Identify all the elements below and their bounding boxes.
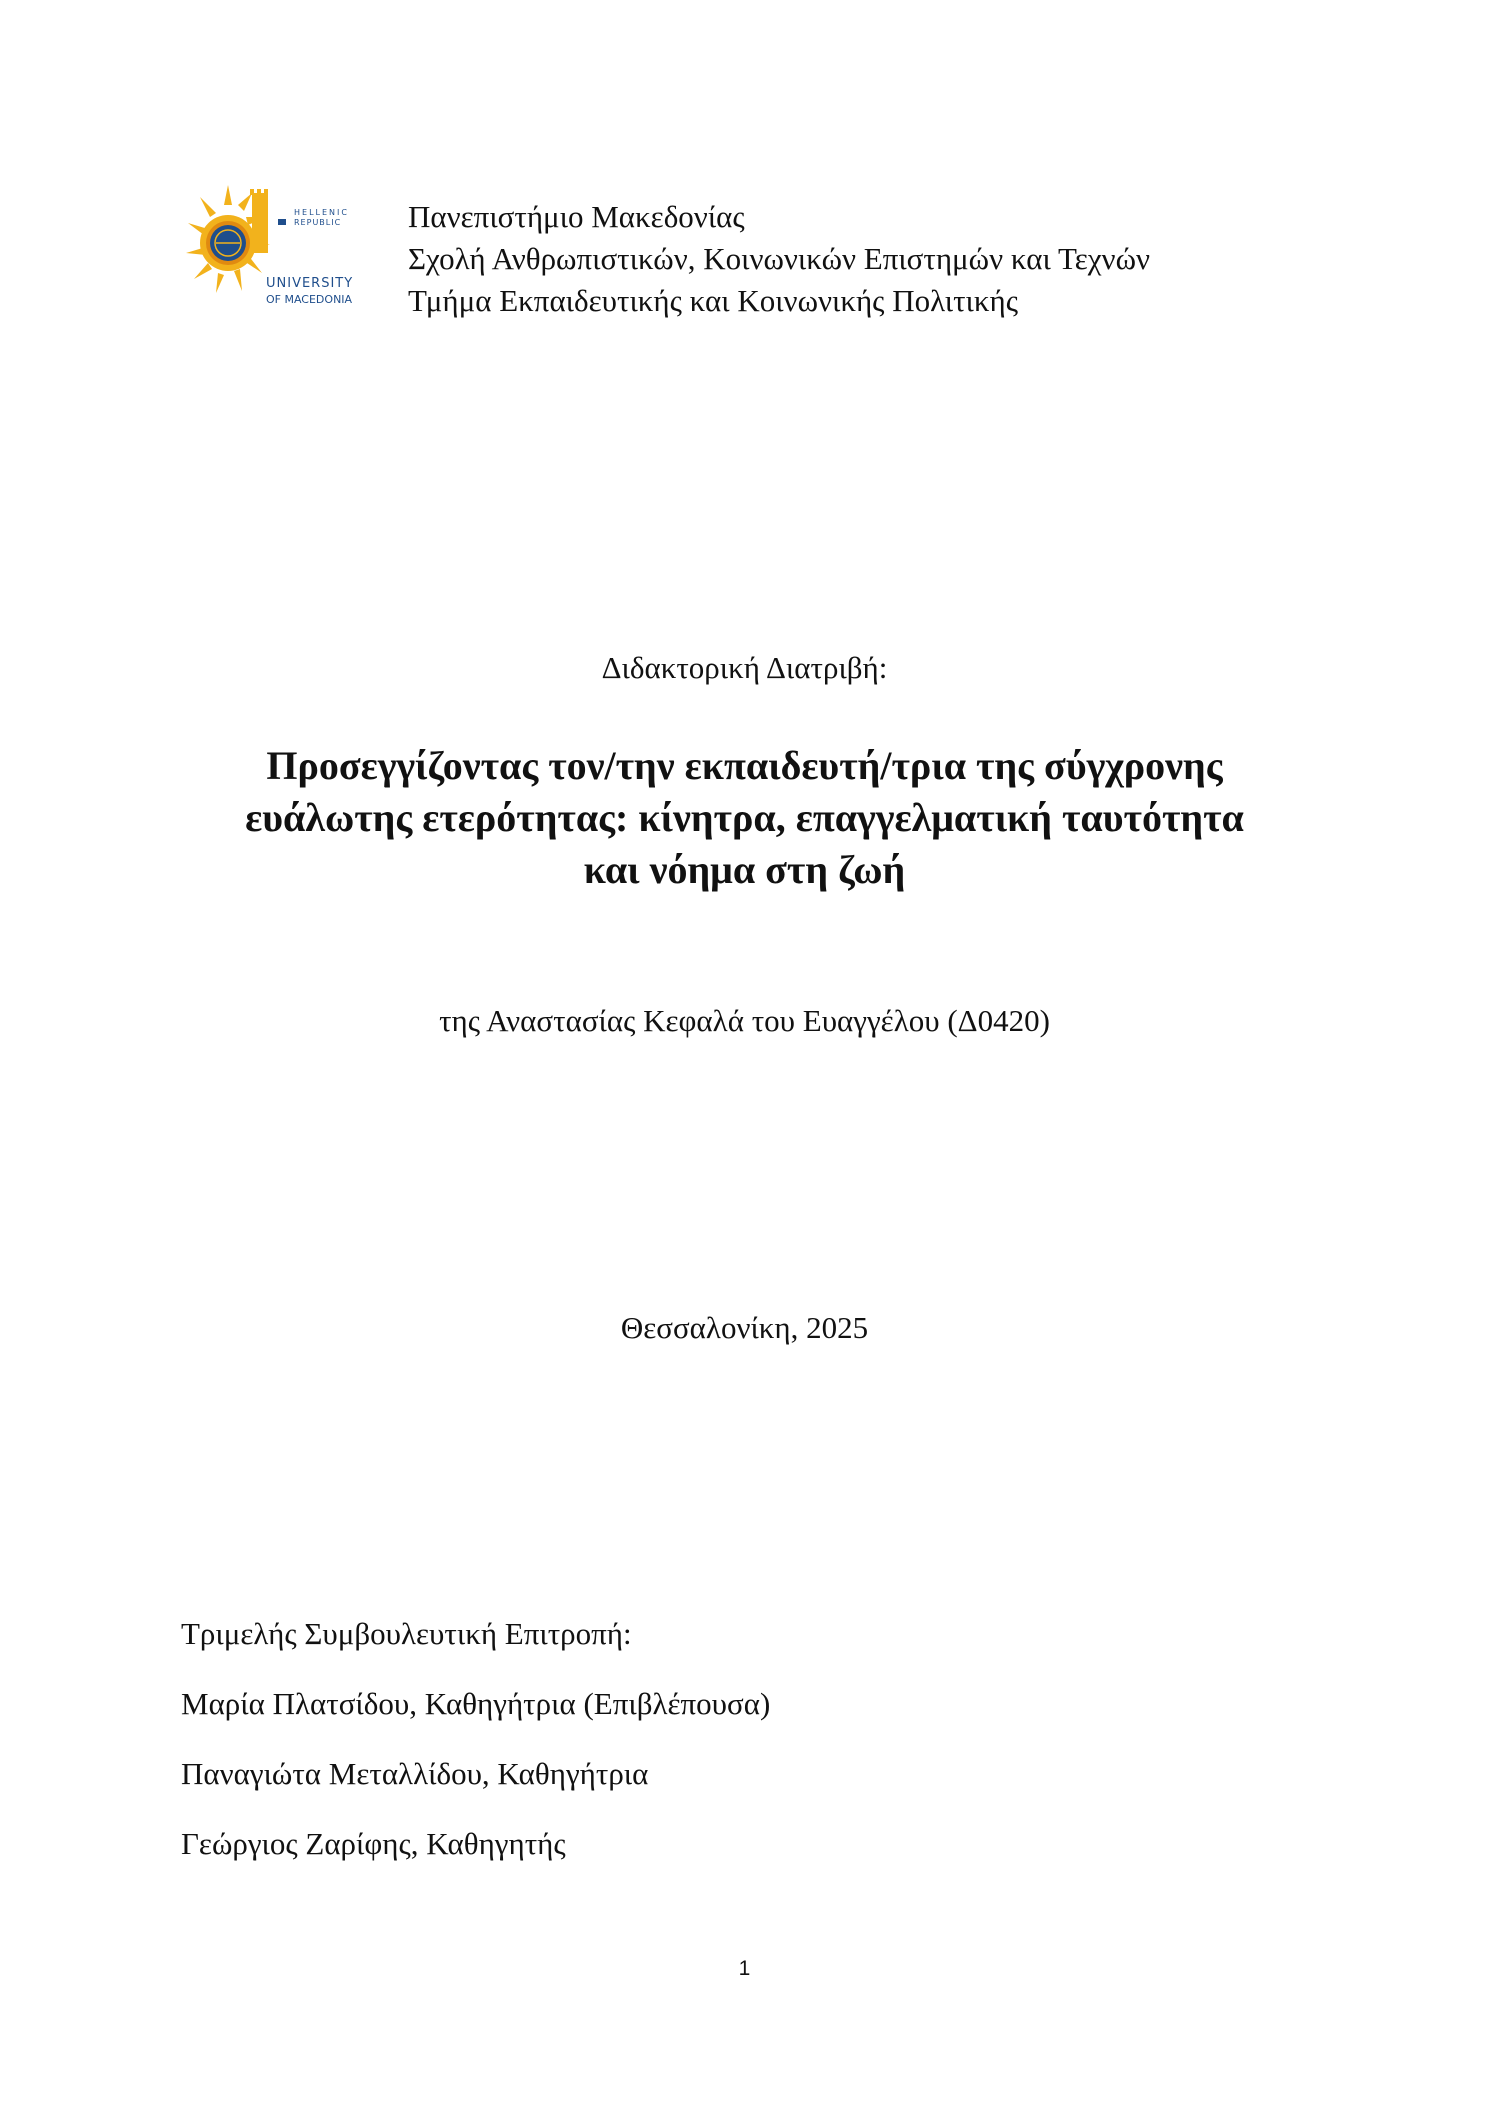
title-line: και νόημα στη ζωή — [583, 847, 906, 892]
page-number: 1 — [738, 1957, 751, 1980]
place-date: Θεσσαλονίκη, 2025 — [620, 1310, 869, 1345]
committee-member: Παναγιώτα Μεταλλίδου, Καθηγήτρια — [181, 1756, 649, 1791]
title-line: ευάλωτης ετερότητας: κίνητρα, επαγγελματική ταυτότητα — [245, 795, 1244, 840]
svg-text:UNIVERSITY: UNIVERSITY — [266, 276, 354, 291]
committee-member: Γεώργιος Ζαρίφης, Καθηγητής — [181, 1826, 566, 1861]
university-name: Πανεπιστήμιο Μακεδονίας — [408, 199, 745, 234]
committee-member: Μαρία Πλατσίδου, Καθηγήτρια (Επιβλέπουσα) — [181, 1686, 771, 1721]
document-type: Διδακτορική Διατριβή: — [601, 650, 888, 685]
sun-seal-icon — [186, 183, 358, 311]
committee-heading: Τριμελής Συμβουλευτική Επιτροπή: — [181, 1616, 632, 1651]
svg-text:HELLENIC: HELLENIC — [294, 208, 349, 217]
svg-text:REPUBLIC: REPUBLIC — [294, 218, 342, 227]
svg-text:OF MACEDONIA: OF MACEDONIA — [266, 293, 353, 306]
university-logo — [186, 183, 358, 311]
title-line: Προσεγγίζοντας τον/την εκπαιδευτή/τρια της σύγχρονης — [266, 743, 1223, 788]
author-line: της Αναστασίας Κεφαλά του Ευαγγέλου (Δ0420) — [439, 1003, 1050, 1038]
department-name: Τμήμα Εκπαιδευτικής και Κοινωνικής Πολιτικής — [408, 283, 1018, 318]
institution-block — [408, 196, 1150, 322]
school-name: Σχολή Ανθρωπιστικών, Κοινωνικών Επιστημών και Τεχνών — [408, 241, 1150, 276]
thesis-title — [0, 740, 1489, 896]
